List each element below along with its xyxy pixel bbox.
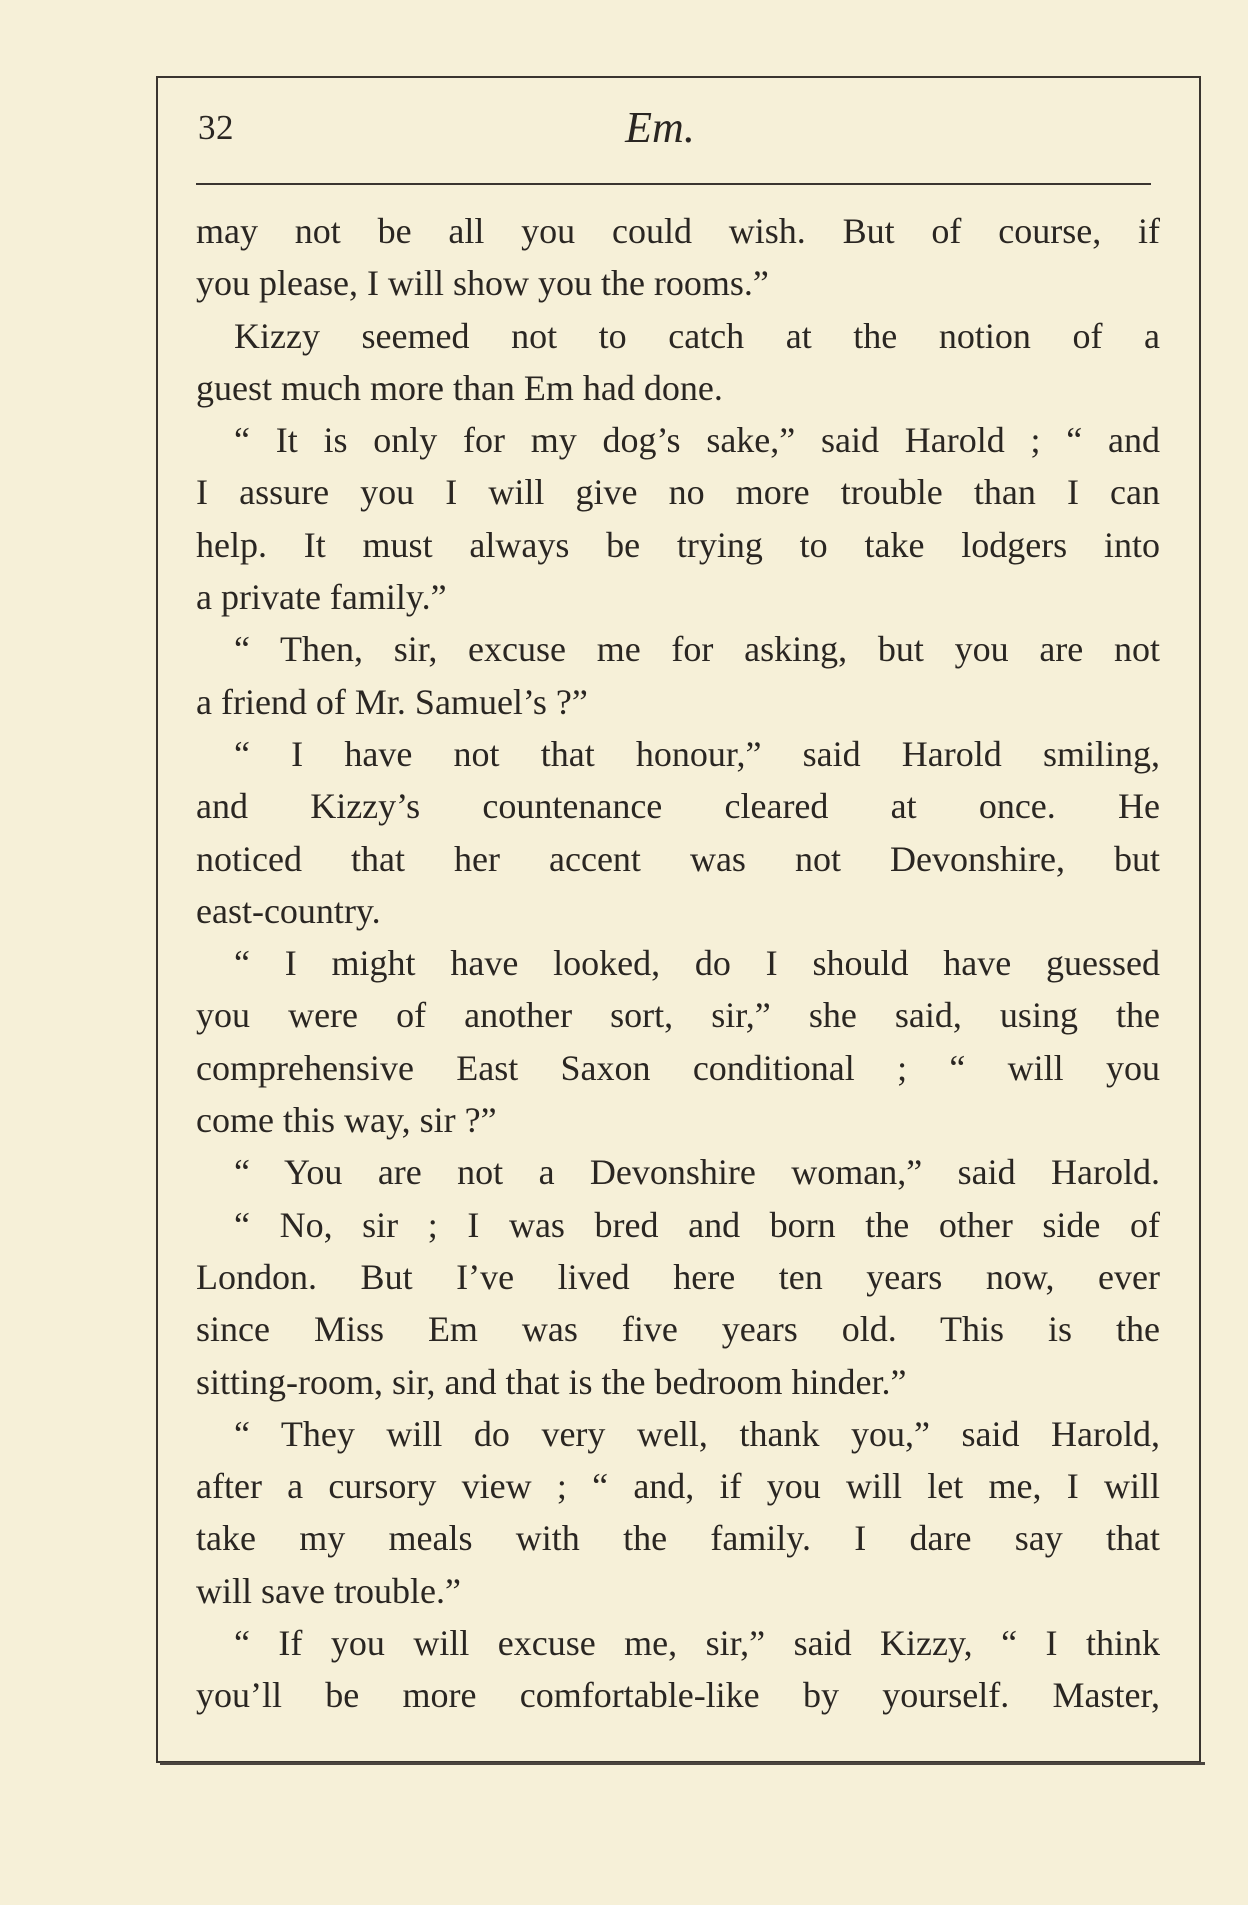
text-line: “ Then, sir, excuse me for asking, but you are not [234, 629, 1160, 670]
text-line: take my meals with the family. I dare say that [196, 1518, 1160, 1559]
text-line: guest much more than Em had done. [196, 367, 723, 408]
text-line: comprehensive East Saxon conditional ; “ will you [196, 1047, 1160, 1088]
text-line: I assure you I will give no more trouble than I can [196, 472, 1160, 513]
page-number: 32 [198, 108, 234, 147]
text-line: “ I might have looked, do I should have guessed [234, 943, 1160, 984]
text-line: “ It is only for my dog’s sake,” said Harold ; “ and [234, 420, 1160, 461]
text-line: you please, I will show you the rooms.” [196, 263, 769, 304]
text-line: you were of another sort, sir,” she said, using the [196, 995, 1160, 1036]
text-line: noticed that her accent was not Devonshire, but [196, 838, 1160, 879]
header-rule [196, 183, 1151, 185]
running-title: Em. [625, 103, 695, 152]
text-line: east-country. [196, 890, 381, 931]
text-line: “ If you will excuse me, sir,” said Kizzy, “ I think [234, 1623, 1160, 1664]
text-line: and Kizzy’s countenance cleared at once. He [196, 786, 1160, 827]
text-line: come this way, sir ?” [196, 1100, 497, 1141]
text-line: may not be all you could wish. But of course, if [196, 211, 1160, 251]
text-line: “ They will do very well, thank you,” said Harold, [234, 1413, 1160, 1454]
text-line: since Miss Em was five years old. This is the [196, 1309, 1160, 1350]
body-text [196, 205, 1160, 1722]
text-line: you’ll be more comfortable-like by yourself. Master, [196, 1675, 1160, 1716]
text-line: “ I have not that honour,” said Harold smiling, [234, 733, 1160, 774]
text-line: “ No, sir ; I was bred and born the other side of [234, 1204, 1160, 1245]
text-line: after a cursory view ; “ and, if you will let me, I will [196, 1466, 1160, 1507]
text-line: a private family.” [196, 577, 447, 618]
text-line: “ You are not a Devonshire woman,” said Harold. [234, 1152, 1160, 1193]
text-line: Kizzy seemed not to catch at the notion of a [234, 315, 1160, 356]
text-line: a friend of Mr. Samuel’s ?” [196, 681, 588, 722]
text-line: sitting-room, sir, and that is the bedroom hinder.” [196, 1361, 907, 1402]
page-border-shadow [160, 1762, 1205, 1765]
text-line: London. But I’ve lived here ten years now, ever [196, 1256, 1160, 1297]
text-line: will save trouble.” [196, 1570, 461, 1611]
text-line: help. It must always be trying to take lodgers into [196, 524, 1160, 565]
